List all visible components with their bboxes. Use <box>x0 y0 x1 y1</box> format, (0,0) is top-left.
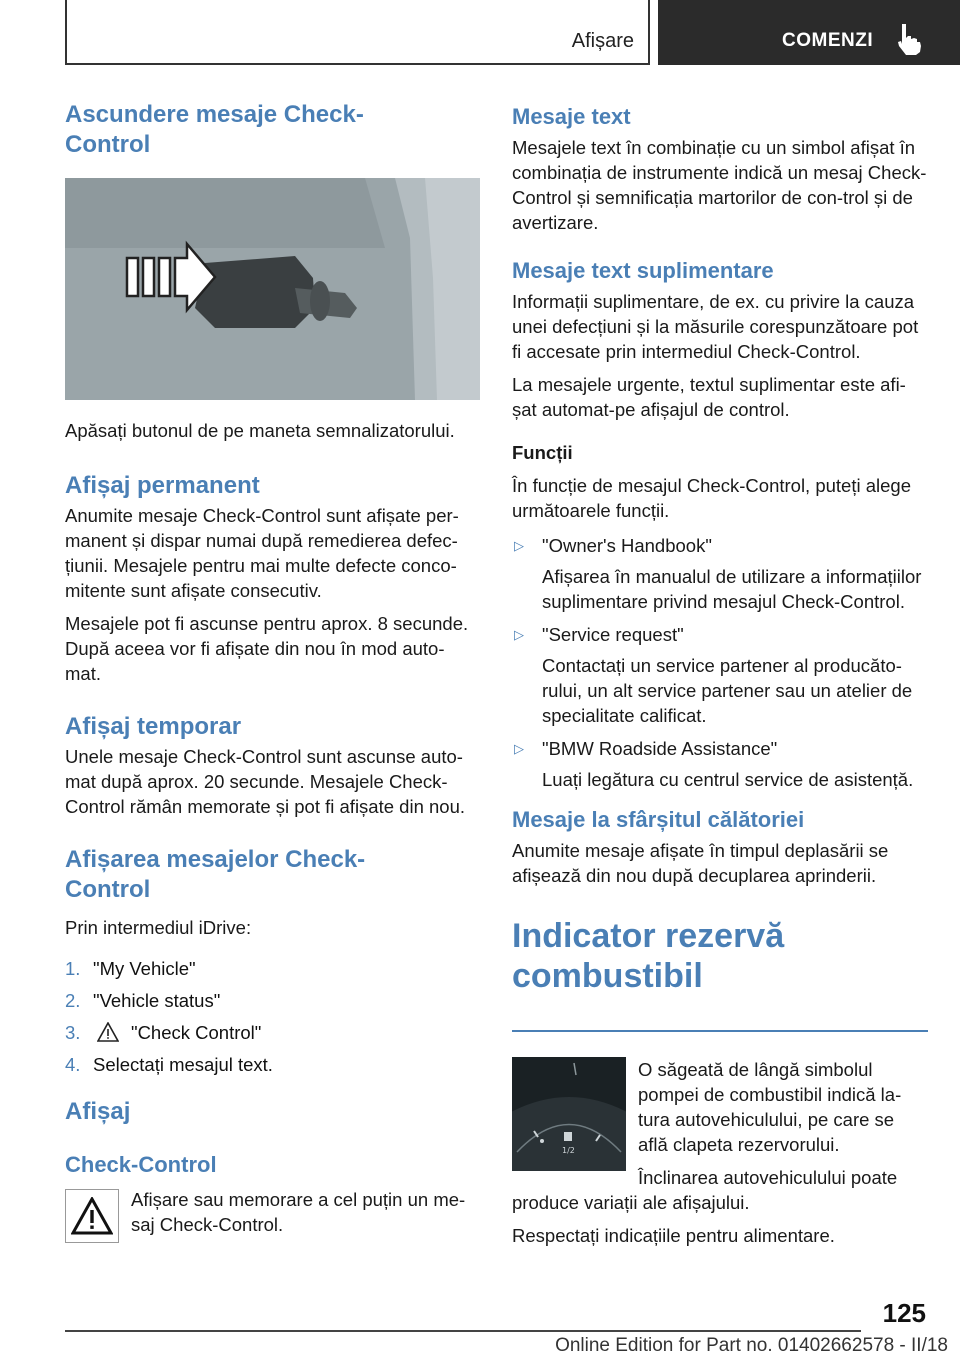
heading-text-messages: Mesaje text <box>512 104 631 129</box>
permanent-paragraph-2: Mesajele pot fi ascunse pentru aprox. 8 secunde. După aceea vor fi afișate din nou în mod auto-mat. <box>65 613 469 684</box>
heading-fuel-reserve: Indicator rezervă combustibil <box>512 917 785 995</box>
left-column <box>65 100 480 1243</box>
list-item: 4. Selectați mesajul text. <box>65 1054 273 1075</box>
heading-temporary-display: Afișaj temporar <box>65 713 242 740</box>
trip-end-paragraph: Anumite mesaje afișate în timpul deplasării se afișează din nou după decuplarea aprinderii. <box>512 840 889 886</box>
list-item: ▷ "BMW Roadside Assistance" Luați legătura cu centrul service de asistență. <box>514 738 914 790</box>
heading-show-messages: Afișarea mesajelor Check-Control <box>65 846 366 903</box>
section-divider <box>512 1030 928 1032</box>
fuel-section <box>512 1057 928 1248</box>
fuel-paragraph-3: Respectați indicațiile pentru alimentare. <box>512 1225 835 1246</box>
warning-symbol-box <box>65 1189 119 1243</box>
turn-signal-lever-image <box>65 178 480 400</box>
fuel-gauge-image <box>512 1057 626 1171</box>
extra-paragraph-2: La mesajele urgente, textul suplimentar este afi-șat automat-pe afișajul de control. <box>512 374 906 420</box>
header-chapter-tab <box>658 0 960 65</box>
right-column <box>512 100 928 996</box>
temporary-paragraph-1: Unele mesaje Check-Control sunt ascunse auto-mat după aprox. 20 secunde. Mesajele Check-Control rămân memorate și pot fi afișate din nou. <box>65 746 465 817</box>
functions-label: Funcții <box>512 442 573 463</box>
functions-list <box>512 533 928 792</box>
fuel-paragraph-2: Înclinarea autovehiculului poate produce variații ale afișajului. <box>512 1167 898 1213</box>
warning-triangle-icon <box>97 1022 119 1042</box>
warning-triangle-icon <box>71 1197 113 1235</box>
header-section-tab <box>65 0 650 65</box>
check-control-block <box>65 1189 480 1243</box>
text-messages-paragraph: Mesajele text în combinație cu un simbol afișat în combinația de instrumente indică un mesaj Check-Control și semnificația martorilor de con-trol și de avertizare. <box>512 137 927 233</box>
list-item: ▷ "Owner's Handbook" Afișarea în manualul de utilizare a informațiilor suplimentare privind mesajul Check-Control. <box>514 535 922 612</box>
page-number: 125 <box>882 1298 926 1328</box>
pointing-hand-icon <box>894 22 924 56</box>
triangle-bullet-icon: ▷ <box>514 741 524 756</box>
gauge-half-label: 1/2 <box>562 1146 575 1155</box>
heading-display: Afișaj <box>65 1098 131 1125</box>
heading-permanent-display: Afișaj permanent <box>65 472 260 499</box>
heading-extra-text: Mesaje text suplimentare <box>512 258 774 283</box>
list-item: ▷ "Service request" Contactați un service partener al producăto-rului, un alt service partener sau un atelier de specialitate calificat. <box>514 624 913 726</box>
heading-hide-messages: Ascundere mesaje Check-Control <box>65 101 364 158</box>
footer-edition-text: Online Edition for Part no. 01402662578 - II/18 <box>555 1335 948 1356</box>
list-item: 3. "Check Control" <box>65 1022 262 1043</box>
header-chapter-label: COMENZI <box>782 30 874 51</box>
show-steps-list <box>65 956 480 1077</box>
triangle-bullet-icon: ▷ <box>514 627 524 642</box>
footer-divider <box>65 1330 861 1332</box>
show-intro: Prin intermediul iDrive: <box>65 917 252 938</box>
permanent-paragraph-1: Anumite mesaje Check-Control sunt afișate per-manent și dispar numai după remedierea defec-țiunii. Mesajele pentru mai multe defecte conco-mitente sunt afișate consecutiv. <box>65 505 459 601</box>
check-control-text: Afișare sau memorare a cel puțin un me-saj Check-Control. <box>131 1189 466 1235</box>
hide-caption: Apăsați butonul de pe maneta semnalizatorului. <box>65 420 455 441</box>
fuel-paragraph-1: O săgeată de lângă simbolul pompei de combustibil indică la-tura autovehiculului, pe care se află clapeta rezervorului. <box>638 1059 902 1155</box>
heading-trip-end: Mesaje la sfârșitul călătoriei <box>512 807 805 832</box>
header-section-label: Afișare <box>571 30 634 52</box>
triangle-bullet-icon: ▷ <box>514 538 524 553</box>
heading-check-control: Check-Control <box>65 1152 217 1177</box>
list-item: 1. "My Vehicle" <box>65 958 196 979</box>
extra-paragraph-1: Informații suplimentare, de ex. cu privire la cauza unei defecțiuni și la măsurile corespunzătoare pot fi accesate prin intermediul Check-Control. <box>512 291 919 362</box>
list-item: 2. "Vehicle status" <box>65 990 221 1011</box>
functions-intro: În funcție de mesajul Check-Control, puteți alege următoarele funcții. <box>512 475 911 521</box>
